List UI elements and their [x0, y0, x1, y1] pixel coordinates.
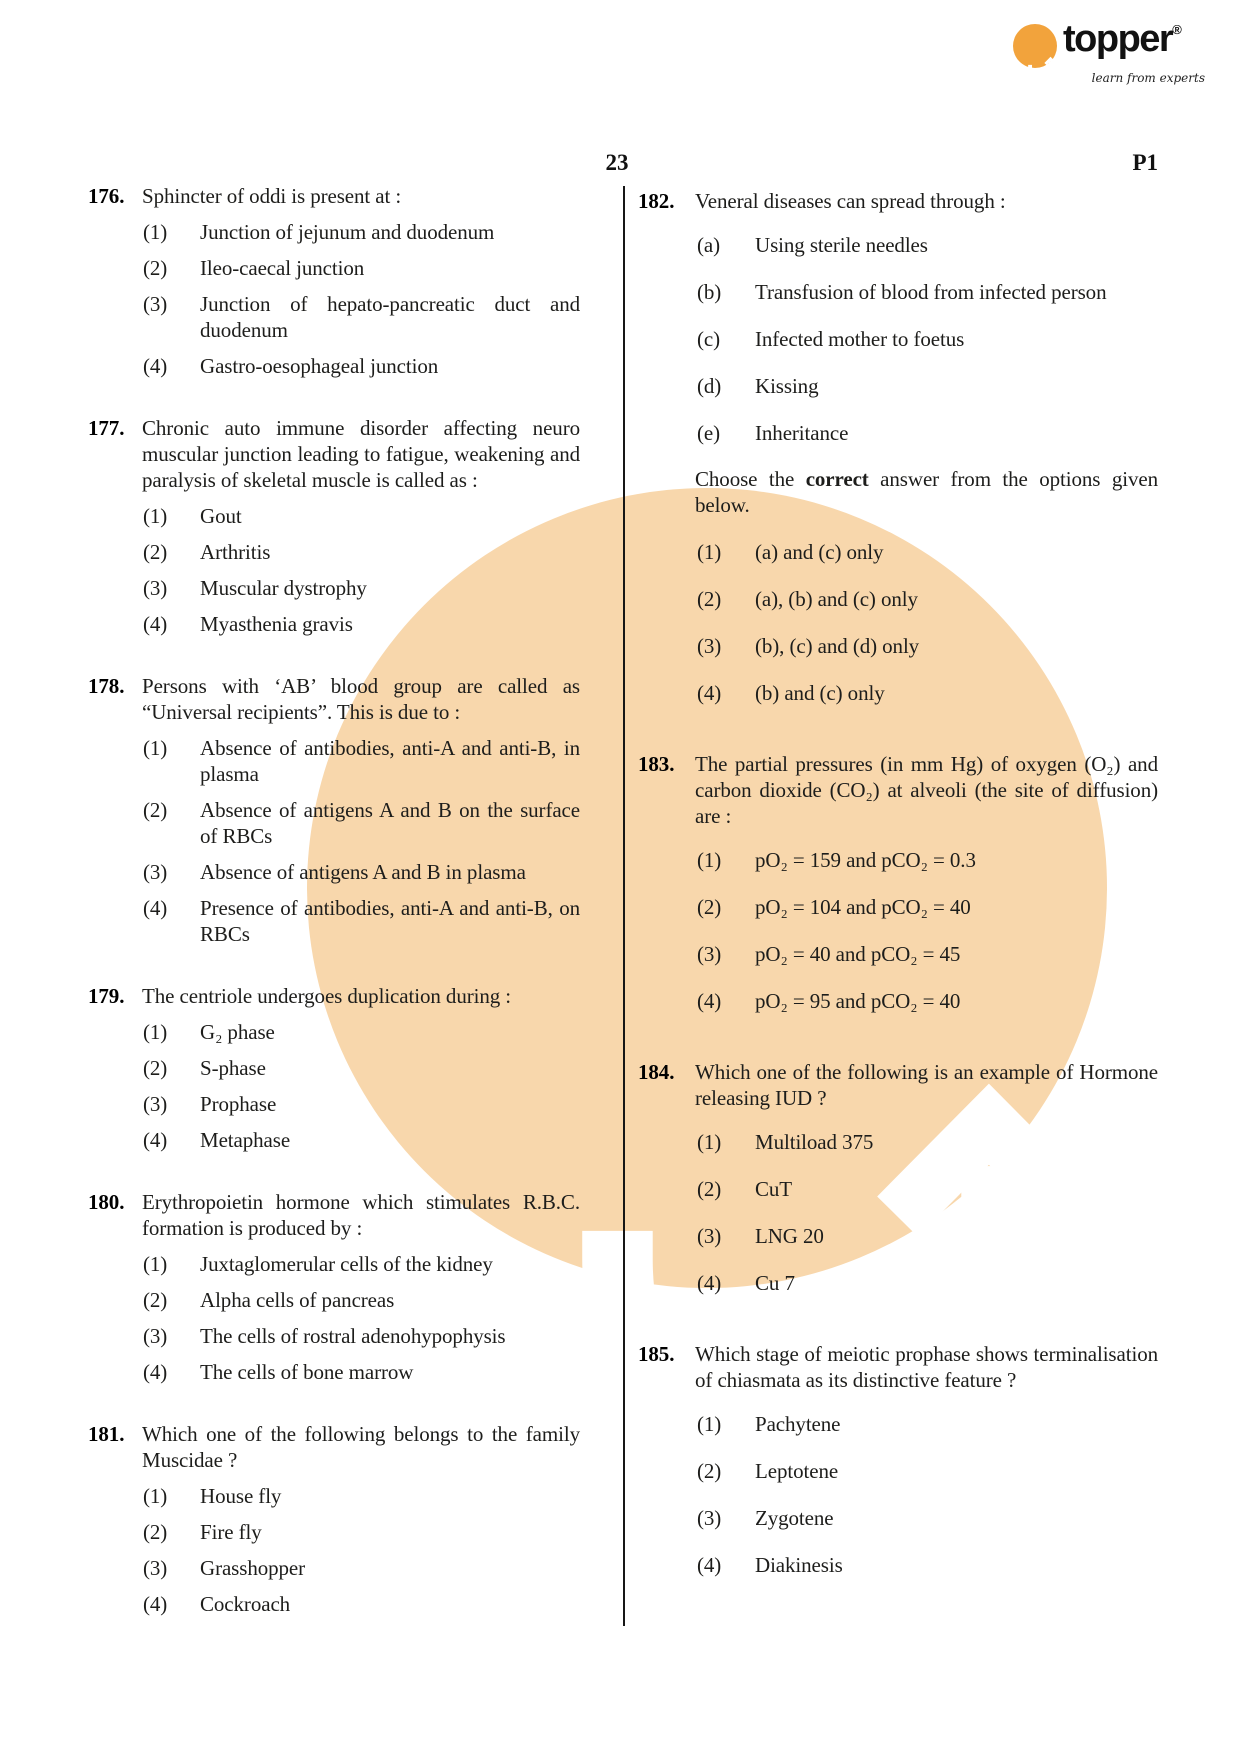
option-row [638, 1270, 1158, 1296]
question-text: Sphincter of oddi is present at : [142, 184, 402, 208]
option-row [638, 1176, 1158, 1202]
option-text: (b) and (c) only [755, 681, 885, 705]
option-marker: (2) [143, 256, 168, 280]
question-178 [88, 673, 580, 947]
option-marker: (2) [143, 1056, 168, 1080]
option-marker: (1) [143, 504, 168, 528]
option-row [88, 539, 580, 565]
option-marker: (3) [697, 1506, 722, 1530]
option-row [638, 1458, 1158, 1484]
statement-marker: (c) [697, 327, 721, 351]
option-row [88, 503, 580, 529]
statement-text: Transfusion of blood from infected person [755, 280, 1107, 304]
column-divider-line [623, 186, 625, 1626]
question-text: Erythropoietin hormone which stimulates R.B.C. formation is produced by : [142, 1190, 580, 1240]
statement-text: Kissing [755, 374, 819, 398]
option-text: Grasshopper [200, 1556, 306, 1580]
option-marker: (1) [143, 1484, 168, 1508]
option-marker: (3) [143, 1556, 168, 1580]
option-text: Absence of antigens A and B in plasma [200, 860, 526, 884]
question-text: Which one of the following is an example of Hormone releasing IUD ? [695, 1060, 1158, 1110]
question-number: 177. [88, 416, 125, 440]
option-marker: (1) [143, 1252, 168, 1276]
option-marker: (3) [143, 1324, 168, 1348]
option-marker: (4) [697, 1271, 722, 1295]
option-text: The cells of bone marrow [200, 1360, 414, 1384]
option-text: House fly [200, 1484, 282, 1508]
option-marker: (3) [143, 576, 168, 600]
option-row [88, 1127, 580, 1153]
option-row [88, 1591, 580, 1617]
utopper-u-arrow-icon [1013, 24, 1057, 68]
option-row [638, 586, 1158, 612]
question-177 [88, 415, 580, 637]
question-180 [88, 1189, 580, 1385]
option-marker: (4) [697, 681, 722, 705]
question-number: 180. [88, 1190, 125, 1214]
statement-marker: (e) [697, 421, 721, 445]
statement-text: Inheritance [755, 421, 849, 445]
option-row [88, 353, 580, 379]
statement-row [638, 326, 1158, 352]
option-row [638, 680, 1158, 706]
option-text: Gout [200, 504, 242, 528]
option-marker: (2) [143, 540, 168, 564]
option-text: Gastro-oesophageal junction [200, 354, 439, 378]
option-row [638, 1223, 1158, 1249]
registered-mark: ® [1172, 22, 1182, 37]
option-text: (a), (b) and (c) only [755, 587, 918, 611]
statement-row [638, 373, 1158, 399]
option-row [88, 1251, 580, 1277]
statement-row [638, 420, 1158, 446]
statement-text: Infected mother to foetus [755, 327, 965, 351]
option-marker: (2) [697, 1459, 722, 1483]
option-marker: (4) [143, 1592, 168, 1616]
option-text: CuT [755, 1177, 793, 1201]
option-text: LNG 20 [755, 1224, 824, 1248]
option-text: Pachytene [755, 1412, 841, 1436]
page-number: 23 [605, 150, 629, 175]
question-185 [638, 1341, 1158, 1578]
option-marker: (3) [697, 942, 722, 966]
option-marker: (2) [143, 798, 168, 822]
question-text: The centriole undergoes duplication during : [142, 984, 512, 1008]
question-number: 179. [88, 984, 125, 1008]
statement-marker: (b) [697, 280, 722, 304]
brand-wordmark [1063, 18, 1182, 61]
instruction-pre: Choose the [695, 467, 806, 491]
option-row [88, 735, 580, 787]
option-marker: (4) [143, 896, 168, 920]
option-marker: (4) [697, 989, 722, 1013]
question-text: Which one of the following belongs to the family Muscidae ? [142, 1422, 580, 1472]
option-marker: (4) [143, 354, 168, 378]
option-text: Multiload 375 [755, 1130, 874, 1154]
question-text: Chronic auto immune disorder affecting neuro muscular junction leading to fatigue, weakening and paralysis of skeletal muscle is called as : [142, 416, 580, 492]
question-184 [638, 1059, 1158, 1296]
question-number: 182. [638, 189, 675, 213]
option-row [638, 988, 1158, 1014]
statement-marker: (d) [697, 374, 722, 398]
option-marker: (1) [697, 1130, 722, 1154]
option-row [638, 894, 1158, 920]
instruction-bold: correct [805, 467, 869, 491]
option-row [88, 575, 580, 601]
option-marker: (4) [143, 1360, 168, 1384]
brand-logo [1013, 18, 1205, 85]
option-marker: (4) [697, 1553, 722, 1577]
option-text: Cockroach [200, 1592, 291, 1616]
option-row [638, 1552, 1158, 1578]
option-marker: (1) [697, 1412, 722, 1436]
option-text: Presence of antibodies, anti-A and anti-B, on RBCs [200, 896, 580, 946]
option-row [638, 1505, 1158, 1531]
option-marker: (3) [697, 634, 722, 658]
instruction-text [638, 466, 1158, 518]
option-marker: (3) [143, 1092, 168, 1116]
option-marker: (4) [143, 1128, 168, 1152]
question-179 [88, 983, 580, 1153]
option-text: The cells of rostral adenohypophysis [200, 1324, 506, 1348]
statement-text: Using sterile needles [755, 233, 928, 257]
option-text: Arthritis [200, 540, 271, 564]
option-text: Diakinesis [755, 1553, 843, 1577]
option-marker: (1) [143, 220, 168, 244]
option-row [638, 1129, 1158, 1155]
option-row [638, 847, 1158, 873]
option-row [88, 895, 580, 947]
option-row [88, 1287, 580, 1313]
statement-marker: (a) [697, 233, 721, 257]
option-text: Juxtaglomerular cells of the kidney [200, 1252, 493, 1276]
option-text: Junction of jejunum and duodenum [200, 220, 495, 244]
option-text: pO₂ = 104 and pCO₂ = 40 [755, 895, 971, 919]
question-number: 185. [638, 1342, 675, 1366]
option-marker: (3) [143, 292, 168, 316]
option-text: Metaphase [200, 1128, 291, 1152]
option-text: (a) and (c) only [755, 540, 884, 564]
brand-tagline: learn from experts [1091, 71, 1205, 85]
statement-row [638, 279, 1158, 305]
option-row [638, 633, 1158, 659]
option-text: Leptotene [755, 1459, 839, 1483]
option-text: Alpha cells of pancreas [200, 1288, 395, 1312]
option-marker: (1) [143, 736, 168, 760]
question-number: 184. [638, 1060, 675, 1084]
option-text: Fire fly [200, 1520, 262, 1544]
option-text: Junction of hepato-pancreatic duct and duodenum [200, 292, 580, 342]
option-text: Zygotene [755, 1506, 834, 1530]
option-row [88, 1091, 580, 1117]
option-text: Myasthenia gravis [200, 612, 353, 636]
question-text: Which stage of meiotic prophase shows terminalisation of chiasmata as its distinctive feature ? [695, 1342, 1158, 1392]
question-182 [638, 188, 1158, 706]
question-176 [88, 183, 580, 379]
option-row [88, 859, 580, 885]
question-text: Veneral diseases can spread through : [695, 189, 1006, 213]
question-number: 178. [88, 674, 125, 698]
option-row [88, 611, 580, 637]
brand-name: topper [1063, 18, 1173, 60]
option-marker: (3) [697, 1224, 722, 1248]
option-marker: (1) [697, 848, 722, 872]
question-number: 181. [88, 1422, 125, 1446]
option-row [88, 291, 580, 343]
option-row [88, 1019, 580, 1045]
question-column-right [638, 188, 1158, 1578]
option-text: Muscular dystrophy [200, 576, 367, 600]
statement-row [638, 232, 1158, 258]
option-text: pO₂ = 159 and pCO₂ = 0.3 [755, 848, 976, 872]
option-marker: (2) [697, 895, 722, 919]
option-row [638, 539, 1158, 565]
option-marker: (1) [697, 540, 722, 564]
question-text: The partial pressures (in mm Hg) of oxygen (O₂) and carbon dioxide (CO₂) at alveoli (the site of diffusion) are : [695, 752, 1158, 828]
option-row [88, 255, 580, 281]
question-text: Persons with ‘AB’ blood group are called as “Universal recipients”. This is due to : [142, 674, 580, 724]
option-row [88, 1483, 580, 1509]
option-row [88, 219, 580, 245]
option-text: Absence of antigens A and B on the surface of RBCs [200, 798, 580, 848]
option-marker: (1) [143, 1020, 168, 1044]
option-row [88, 1359, 580, 1385]
option-row [88, 1323, 580, 1349]
option-text: Cu 7 [755, 1271, 795, 1295]
question-number: 183. [638, 752, 675, 776]
option-text: G₂ phase [200, 1020, 275, 1044]
option-row [88, 1519, 580, 1545]
option-text: Absence of antibodies, anti-A and anti-B, in plasma [200, 736, 580, 786]
option-text: (b), (c) and (d) only [755, 634, 920, 658]
option-row [638, 941, 1158, 967]
option-marker: (4) [143, 612, 168, 636]
option-text: S-phase [200, 1056, 266, 1080]
option-marker: (3) [143, 860, 168, 884]
option-row [88, 797, 580, 849]
option-text: Ileo-caecal junction [200, 256, 365, 280]
question-181 [88, 1421, 580, 1617]
instruction-post: answer from the options given below. [695, 467, 1158, 517]
option-text: Prophase [200, 1092, 277, 1116]
option-text: pO₂ = 40 and pCO₂ = 45 [755, 942, 961, 966]
option-row [88, 1555, 580, 1581]
question-number: 176. [88, 184, 125, 208]
option-text: pO₂ = 95 and pCO₂ = 40 [755, 989, 961, 1013]
option-marker: (2) [143, 1288, 168, 1312]
paper-code: P1 [1132, 150, 1158, 175]
option-row [638, 1411, 1158, 1437]
option-marker: (2) [143, 1520, 168, 1544]
option-marker: (2) [697, 1177, 722, 1201]
question-column-left [88, 183, 580, 1617]
option-marker: (2) [697, 587, 722, 611]
option-row [88, 1055, 580, 1081]
question-183 [638, 751, 1158, 1014]
